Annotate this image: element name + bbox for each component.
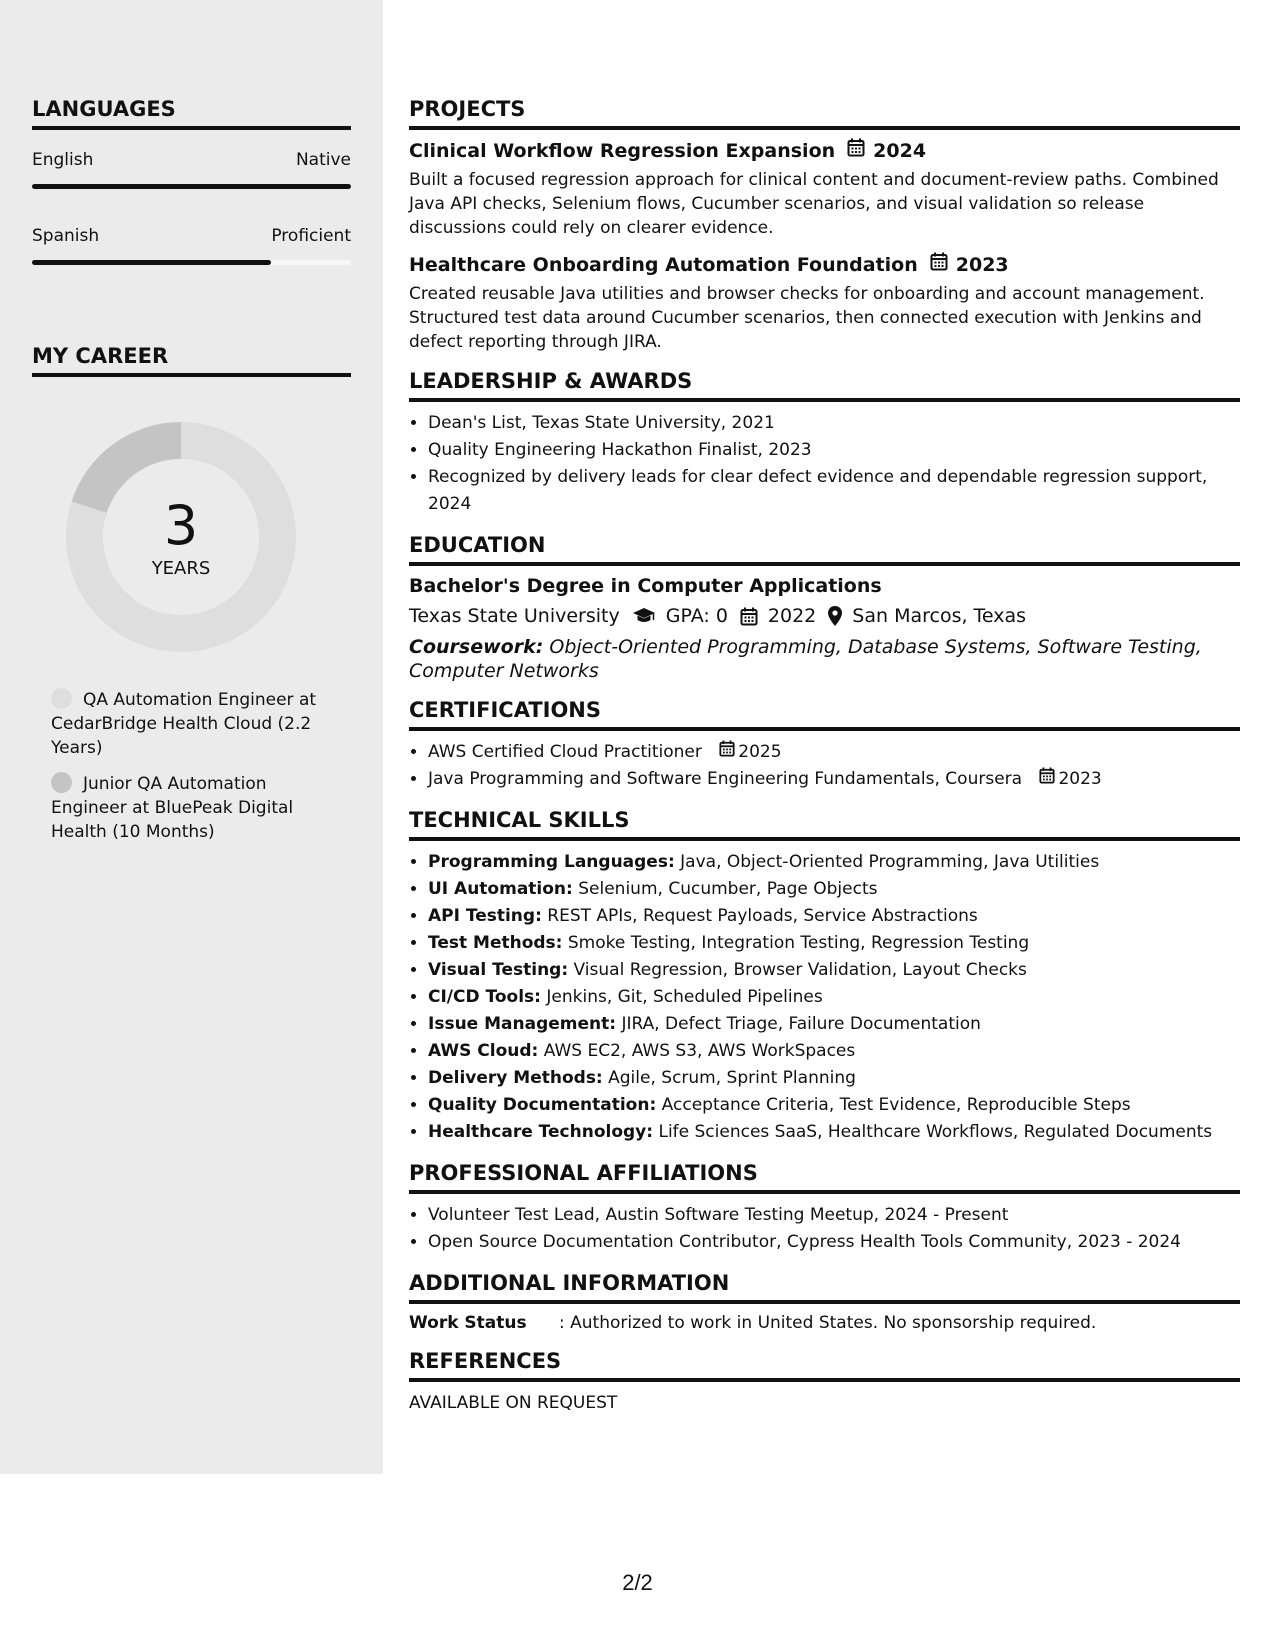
list-item <box>428 766 1240 793</box>
legend-dot <box>51 688 72 709</box>
certifications-section <box>409 697 1240 793</box>
education-meta <box>409 603 1240 629</box>
project-year: 2023 <box>955 253 1009 276</box>
skill-label: Visual Testing: <box>428 960 569 980</box>
language-proficiency-fill <box>32 260 271 265</box>
skill-item <box>428 957 1240 984</box>
skill-value: JIRA, Defect Triage, Failure Documentation <box>621 1014 981 1034</box>
language-item <box>32 225 351 265</box>
career-legend <box>51 688 321 844</box>
additional-row <box>409 1312 1240 1334</box>
career-item-text: QA Automation Engineer at CedarBridge Health Cloud (2.2 Years) <box>51 690 317 758</box>
graduation-cap-icon <box>632 607 656 625</box>
career-item-text: Junior QA Automation Engineer at BluePeak Digital Health (10 Months) <box>51 774 294 842</box>
affiliations-section <box>409 1160 1240 1256</box>
sidebar <box>0 0 383 1474</box>
calendar-icon <box>719 739 738 766</box>
career-donut-chart <box>66 422 296 652</box>
certification-name: AWS Certified Cloud Practitioner <box>428 742 702 762</box>
map-pin-icon <box>828 606 842 626</box>
skill-value: Agile, Scrum, Sprint Planning <box>608 1068 856 1088</box>
calendar-icon <box>930 252 948 277</box>
skill-item <box>428 984 1240 1011</box>
education-coursework <box>409 635 1240 683</box>
skill-value: AWS EC2, AWS S3, AWS WorkSpaces <box>543 1041 856 1061</box>
list-item: • Volunteer Test Lead, Austin Software Testing Meetup, 2024 - Present <box>428 1202 1240 1229</box>
skill-item <box>428 930 1240 957</box>
skills-section <box>409 807 1240 1146</box>
additional-heading: ADDITIONAL INFORMATION <box>409 1270 1240 1304</box>
skill-value: Jenkins, Git, Scheduled Pipelines <box>546 987 823 1007</box>
skill-label: CI/CD Tools: <box>428 987 541 1007</box>
list-item: • Quality Engineering Hackathon Finalist, 2023 <box>428 437 1240 464</box>
list-item: • Open Source Documentation Contributor, Cypress Health Tools Community, 2023 - 2024 <box>428 1229 1240 1256</box>
skill-value: REST APIs, Request Payloads, Service Abstractions <box>547 906 978 926</box>
skill-label: API Testing: <box>428 906 542 926</box>
affiliations-heading: PROFESSIONAL AFFILIATIONS <box>409 1160 1240 1194</box>
affiliations-list <box>409 1202 1240 1256</box>
project-description: Created reusable Java utilities and browser checks for onboarding and account management. Structured test data around Cucumber scenarios, then connected execution with Jenkins and defect reporting through JIRA. <box>409 284 1205 352</box>
career-item <box>51 688 321 760</box>
skill-item <box>428 876 1240 903</box>
skill-value: Selenium, Cucumber, Page Objects <box>578 879 878 899</box>
language-proficiency-bar <box>32 260 351 265</box>
leadership-heading: LEADERSHIP & AWARDS <box>409 368 1240 402</box>
career-years-value: 3 <box>163 494 199 557</box>
skill-item <box>428 1119 1240 1146</box>
project-item <box>409 138 1240 240</box>
additional-value: : Authorized to work in United States. No sponsorship required. <box>559 1313 1097 1333</box>
skill-value: Life Sciences SaaS, Healthcare Workflows, Regulated Documents <box>658 1122 1213 1142</box>
education-year: 2022 <box>767 605 817 627</box>
calendar-icon <box>847 138 865 163</box>
skill-value: Acceptance Criteria, Test Evidence, Reproducible Steps <box>661 1095 1131 1115</box>
project-item <box>409 252 1240 354</box>
projects-section <box>409 96 1240 354</box>
page-number: 2/2 <box>622 1570 653 1595</box>
coursework-value: Object-Oriented Programming, Database Systems, Software Testing, Computer Networks <box>409 636 1202 682</box>
language-level: Proficient <box>271 226 351 246</box>
education-heading: EDUCATION <box>409 532 1240 566</box>
skill-value: Java, Object-Oriented Programming, Java Utilities <box>680 852 1100 872</box>
project-title: Clinical Workflow Regression Expansion <box>409 139 836 162</box>
language-item <box>32 149 351 189</box>
project-title: Healthcare Onboarding Automation Foundation <box>409 253 918 276</box>
leadership-list <box>409 410 1240 518</box>
certifications-heading: CERTIFICATIONS <box>409 697 1240 731</box>
language-name: English <box>32 150 94 170</box>
language-proficiency-bar <box>32 184 351 189</box>
education-school: Texas State University <box>409 605 620 627</box>
skill-value: Visual Regression, Browser Validation, Layout Checks <box>573 960 1027 980</box>
additional-section <box>409 1270 1240 1334</box>
skill-label: Test Methods: <box>428 933 563 953</box>
skill-item <box>428 1092 1240 1119</box>
language-name: Spanish <box>32 226 100 246</box>
calendar-icon <box>1039 766 1058 793</box>
education-gpa: GPA: 0 <box>665 605 728 627</box>
skills-heading: TECHNICAL SKILLS <box>409 807 1240 841</box>
skill-label: Quality Documentation: <box>428 1095 657 1115</box>
skill-item <box>428 1038 1240 1065</box>
skills-list <box>409 849 1240 1146</box>
main-content <box>409 96 1240 1428</box>
career-item <box>51 772 321 844</box>
skill-item <box>428 1065 1240 1092</box>
skill-label: UI Automation: <box>428 879 573 899</box>
certification-name: Java Programming and Software Engineering Fundamentals, Coursera <box>428 769 1023 789</box>
education-section <box>409 532 1240 683</box>
additional-label: Work Status <box>409 1313 527 1333</box>
skill-label: AWS Cloud: <box>428 1041 539 1061</box>
skill-item <box>428 849 1240 876</box>
list-item: • Recognized by delivery leads for clear defect evidence and dependable regression support, 2024 <box>428 464 1240 518</box>
career-heading: MY CAREER <box>32 343 351 377</box>
career-years-unit: YEARS <box>151 558 211 579</box>
certification-year: 2025 <box>738 742 782 762</box>
leadership-section <box>409 368 1240 518</box>
language-level: Native <box>295 150 351 170</box>
project-description: Built a focused regression approach for clinical content and document-review paths. Combined Java API checks, Selenium flows, Cucumber scenarios, and visual validation so release discussions could rely on clearer evidence. <box>409 170 1219 238</box>
skill-label: Programming Languages: <box>428 852 675 872</box>
skill-item <box>428 1011 1240 1038</box>
skill-value: Smoke Testing, Integration Testing, Regression Testing <box>567 933 1030 953</box>
skill-label: Issue Management: <box>428 1014 617 1034</box>
references-text: AVAILABLE ON REQUEST <box>409 1393 618 1413</box>
list-item: • Dean's List, Texas State University, 2021 <box>428 410 1240 437</box>
certification-year: 2023 <box>1058 769 1102 789</box>
list-item <box>428 739 1240 766</box>
education-location: San Marcos, Texas <box>852 605 1027 627</box>
language-proficiency-fill <box>32 184 351 189</box>
calendar-icon <box>740 607 758 626</box>
skill-label: Healthcare Technology: <box>428 1122 654 1142</box>
references-section <box>409 1348 1240 1414</box>
languages-heading: LANGUAGES <box>32 96 351 130</box>
certifications-list <box>409 739 1240 793</box>
project-year: 2024 <box>873 139 927 162</box>
education-degree: Bachelor's Degree in Computer Applications <box>409 575 882 597</box>
skill-label: Delivery Methods: <box>428 1068 603 1088</box>
legend-dot <box>51 772 72 793</box>
projects-heading: PROJECTS <box>409 96 1240 130</box>
references-heading: REFERENCES <box>409 1348 1240 1382</box>
skill-item <box>428 903 1240 930</box>
coursework-label: Coursework: <box>409 636 544 658</box>
